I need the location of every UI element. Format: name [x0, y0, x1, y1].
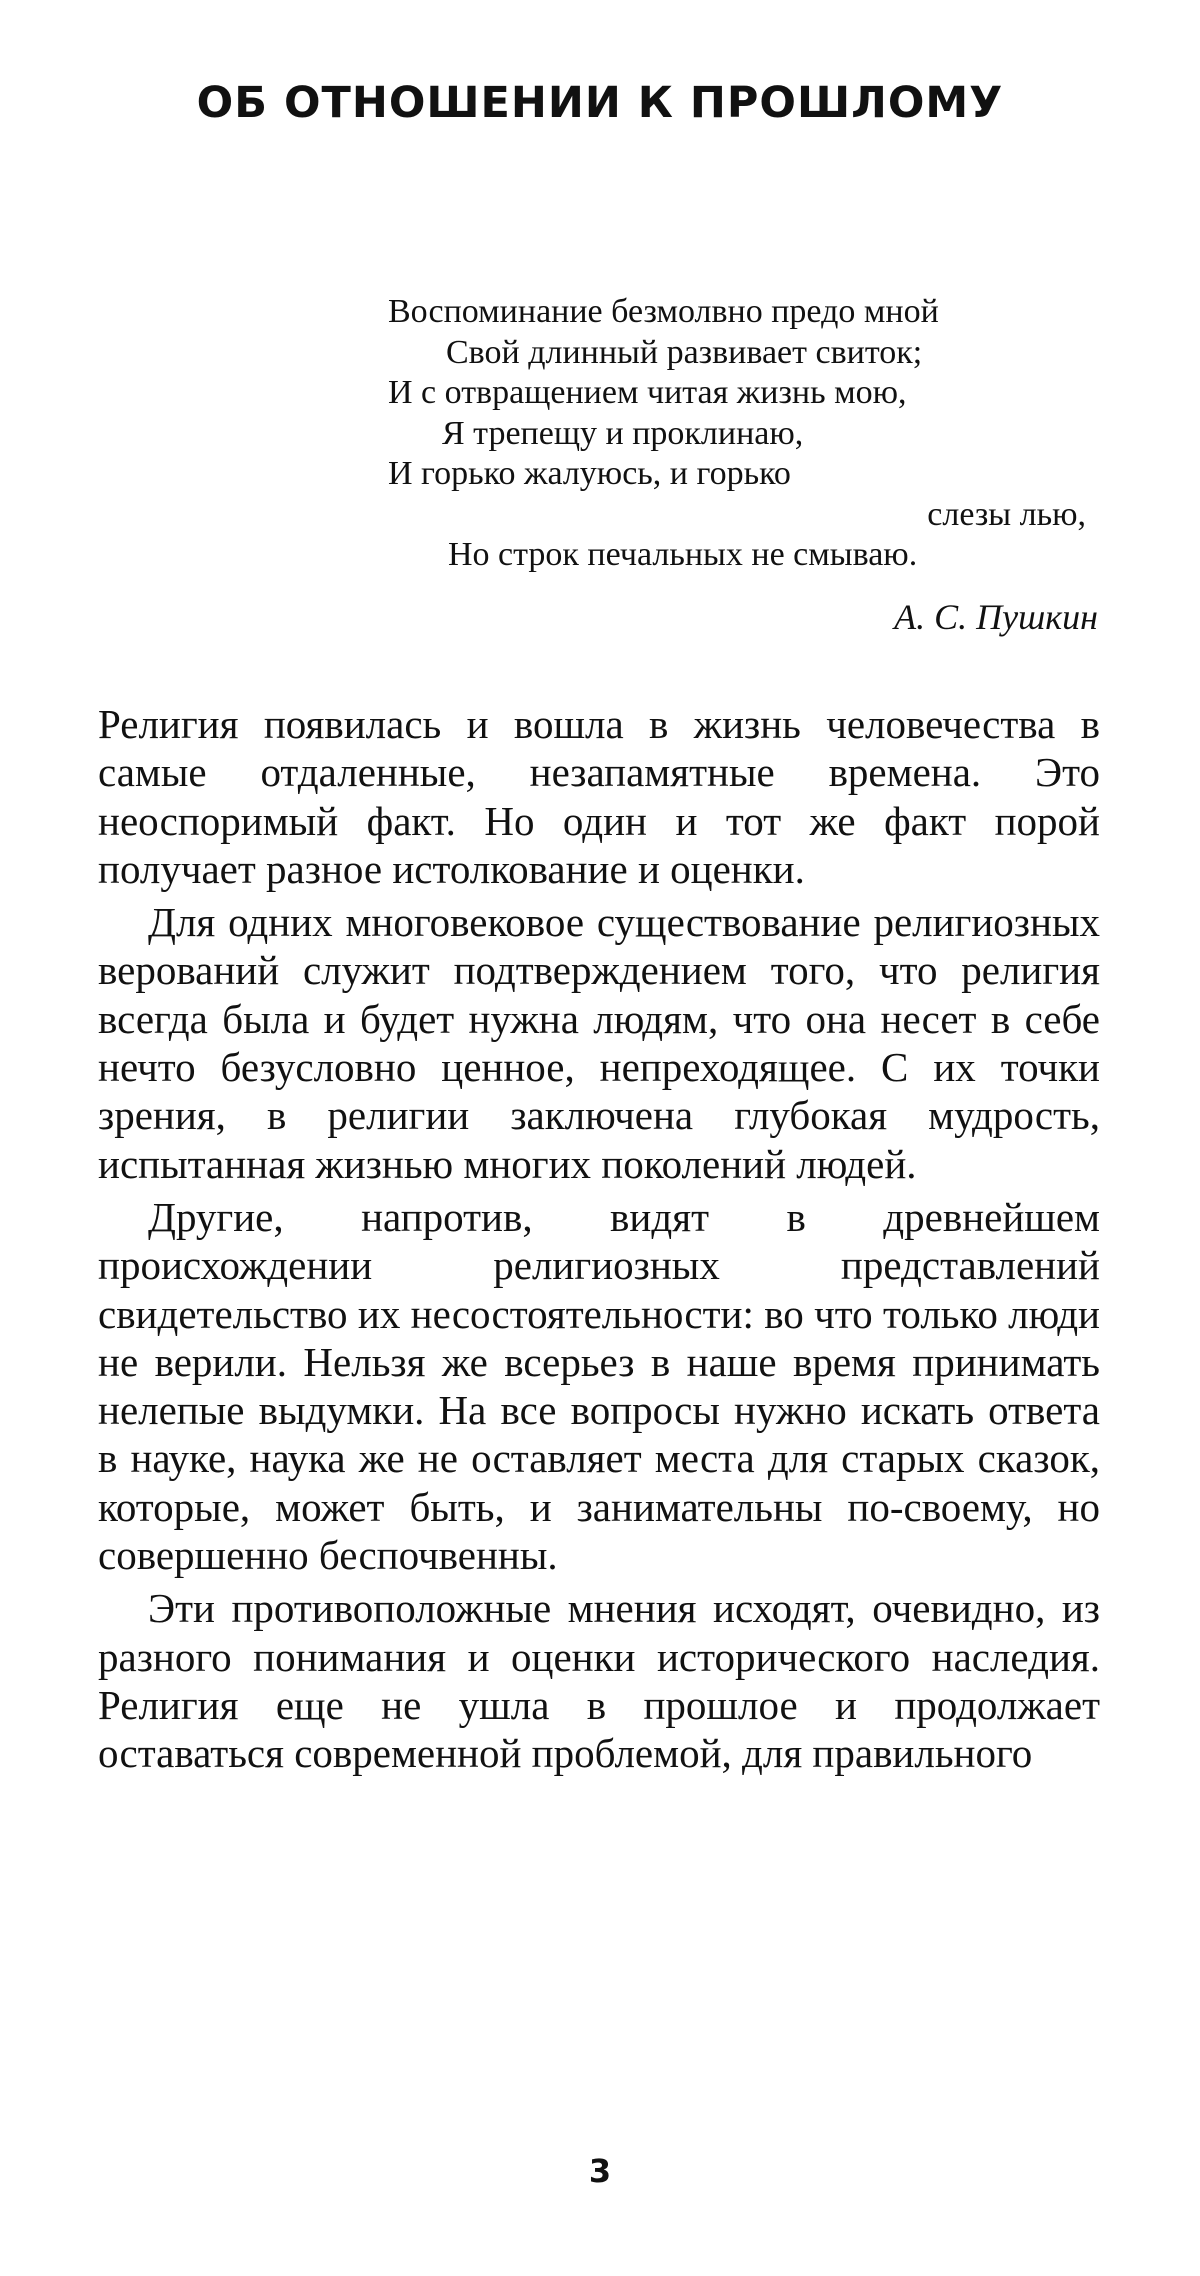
paragraph: Другие, напротив, видят в древнейшем происхождении религиозных представлений свидетельство их несостоятельности: во что только люди не верили. Нельзя же всерьез в наше время принимать нелепые выдумки. На все вопросы нужно искать ответа в науке, наука же не оставляет места для старых сказок, которые, может быть, и занимательны по-своему, но совершенно беспочвенны. [98, 1193, 1100, 1579]
epigraph-line: Я трепещу и проклинаю, [442, 414, 804, 452]
epigraph-line: Свой длинный развивает свиток; [446, 333, 923, 371]
epigraph-author: А. С. Пушкин [894, 597, 1098, 637]
epigraph-line: И с отвращением читая жизнь мою, [388, 374, 907, 411]
epigraph-line: И горько жалуюсь, и горько [388, 455, 791, 492]
epigraph [388, 292, 1098, 576]
paragraph: Религия появилась и вошла в жизнь человечества в самые отдаленные, незапамятные времена. Это неоспоримый факт. Но один и тот же факт порой получает разное истолкование и оценки. [98, 701, 1100, 892]
epigraph-line: слезы лью, [927, 495, 1086, 533]
body-text [98, 700, 1100, 1783]
epigraph-line: Воспоминание безмолвно предо мной [388, 293, 939, 330]
paragraph: Для одних многовековое существование религиозных верований служит подтверждением того, что религия всегда была и будет нужна людям, что она несет в себе нечто безусловно ценное, непреходящее. С их точки зрения, в религии заключена глубокая мудрость, испытанная жизнью многих поколений людей. [98, 899, 1100, 1187]
page-number: 3 [588, 2152, 612, 2190]
epigraph-line: Но строк печальных не смываю. [448, 536, 918, 573]
chapter-title: ОБ ОТНОШЕНИИ К ПРОШЛОМУ [196, 78, 1004, 128]
paragraph: Эти противоположные мнения исходят, очевидно, из разного понимания и оценки исторического наследия. Религия еще не ушла в прошлое и продолжает оставаться современной проблемой, для правильного [98, 1585, 1100, 1777]
